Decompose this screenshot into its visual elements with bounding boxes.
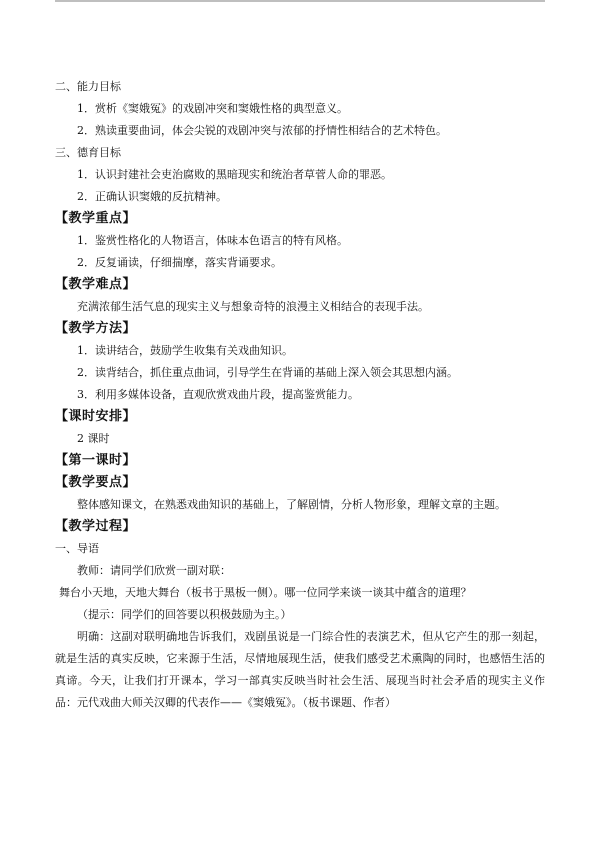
top-rule: [55, 0, 545, 2]
hint-line: （提示：同学们的回答要以积极鼓励为主。）: [77, 608, 292, 621]
teacher-line: 教师：请同学们欣赏一副对联：: [77, 564, 231, 577]
key-points-heading: 【教学重点】: [55, 211, 137, 226]
intro-title: 一、导语: [55, 542, 99, 555]
moral-goal-title: 三、德育目标: [55, 146, 121, 159]
method-item-3: 3．利用多媒体设备，直观欣赏戏曲片段，提高鉴赏能力。: [77, 388, 359, 401]
method-item-2: 2．读背结合，抓住重点曲词，引导学生在背诵的基础上深入领会其思想内涵。: [77, 366, 458, 379]
first-lesson-heading: 【第一课时】: [55, 453, 137, 468]
schedule-text: 2 课时: [77, 432, 110, 445]
ability-item-1: 1．赏析《窦娥冤》的戏剧冲突和窦娥性格的典型意义。: [77, 102, 348, 115]
difficulty-text: 充满浓郁生活气息的现实主义与想象奇特的浪漫主义相结合的表现手法。: [77, 300, 429, 313]
method-item-1: 1．读讲结合，鼓励学生收集有关戏曲知识。: [77, 344, 293, 357]
method-heading: 【教学方法】: [55, 321, 137, 336]
essentials-paragraph: 整体感知课文，在熟悉戏曲知识的基础上，了解剧情，分析人物形象，理解文章的主题。: [77, 498, 506, 511]
ability-item-2: 2．熟读重要曲词，体会尖锐的戏剧冲突与浓郁的抒情性相结合的艺术特色。: [77, 124, 447, 137]
difficulty-heading: 【教学难点】: [55, 277, 137, 292]
process-heading: 【教学过程】: [55, 519, 137, 534]
key-point-item-1: 1．鉴赏性格化的人物语言，体味本色语言的特有风格。: [77, 234, 348, 247]
key-point-item-2: 2．反复诵读，仔细揣摩，落实背诵要求。: [77, 256, 282, 269]
moral-item-1: 1．认识封建社会吏治腐败的黑暗现实和统治者草菅人命的罪恶。: [77, 168, 392, 181]
couplet-line: 舞台小天地，天地大舞台（板书于黑板一侧）。哪一位同学来谈一谈其中蕴含的道理？: [59, 586, 472, 599]
moral-item-2: 2．正确认识窦娥的反抗精神。: [77, 190, 227, 203]
ability-goal-title: 二、能力目标: [55, 80, 121, 93]
schedule-heading: 【课时安排】: [55, 409, 137, 424]
clarify-paragraph: 明确：这副对联明确地告诉我们，戏剧虽说是一门综合性的表演艺术，但从它产生的那一刻起，就是生活的真实反映，它来源于生活，尽情地展现生活，使我们感受艺术熏陶的同时，也感悟生活的真谛。今天，让我们打开课本，学习一部真实反映当时社会生活、展现当时社会矛盾的现实主义作品：元代戏曲大师关汉卿的代表作——《窦娥冤》。（板书课题、作者）: [55, 630, 545, 709]
document-body: [55, 76, 545, 714]
essentials-heading: 【教学要点】: [55, 475, 137, 490]
